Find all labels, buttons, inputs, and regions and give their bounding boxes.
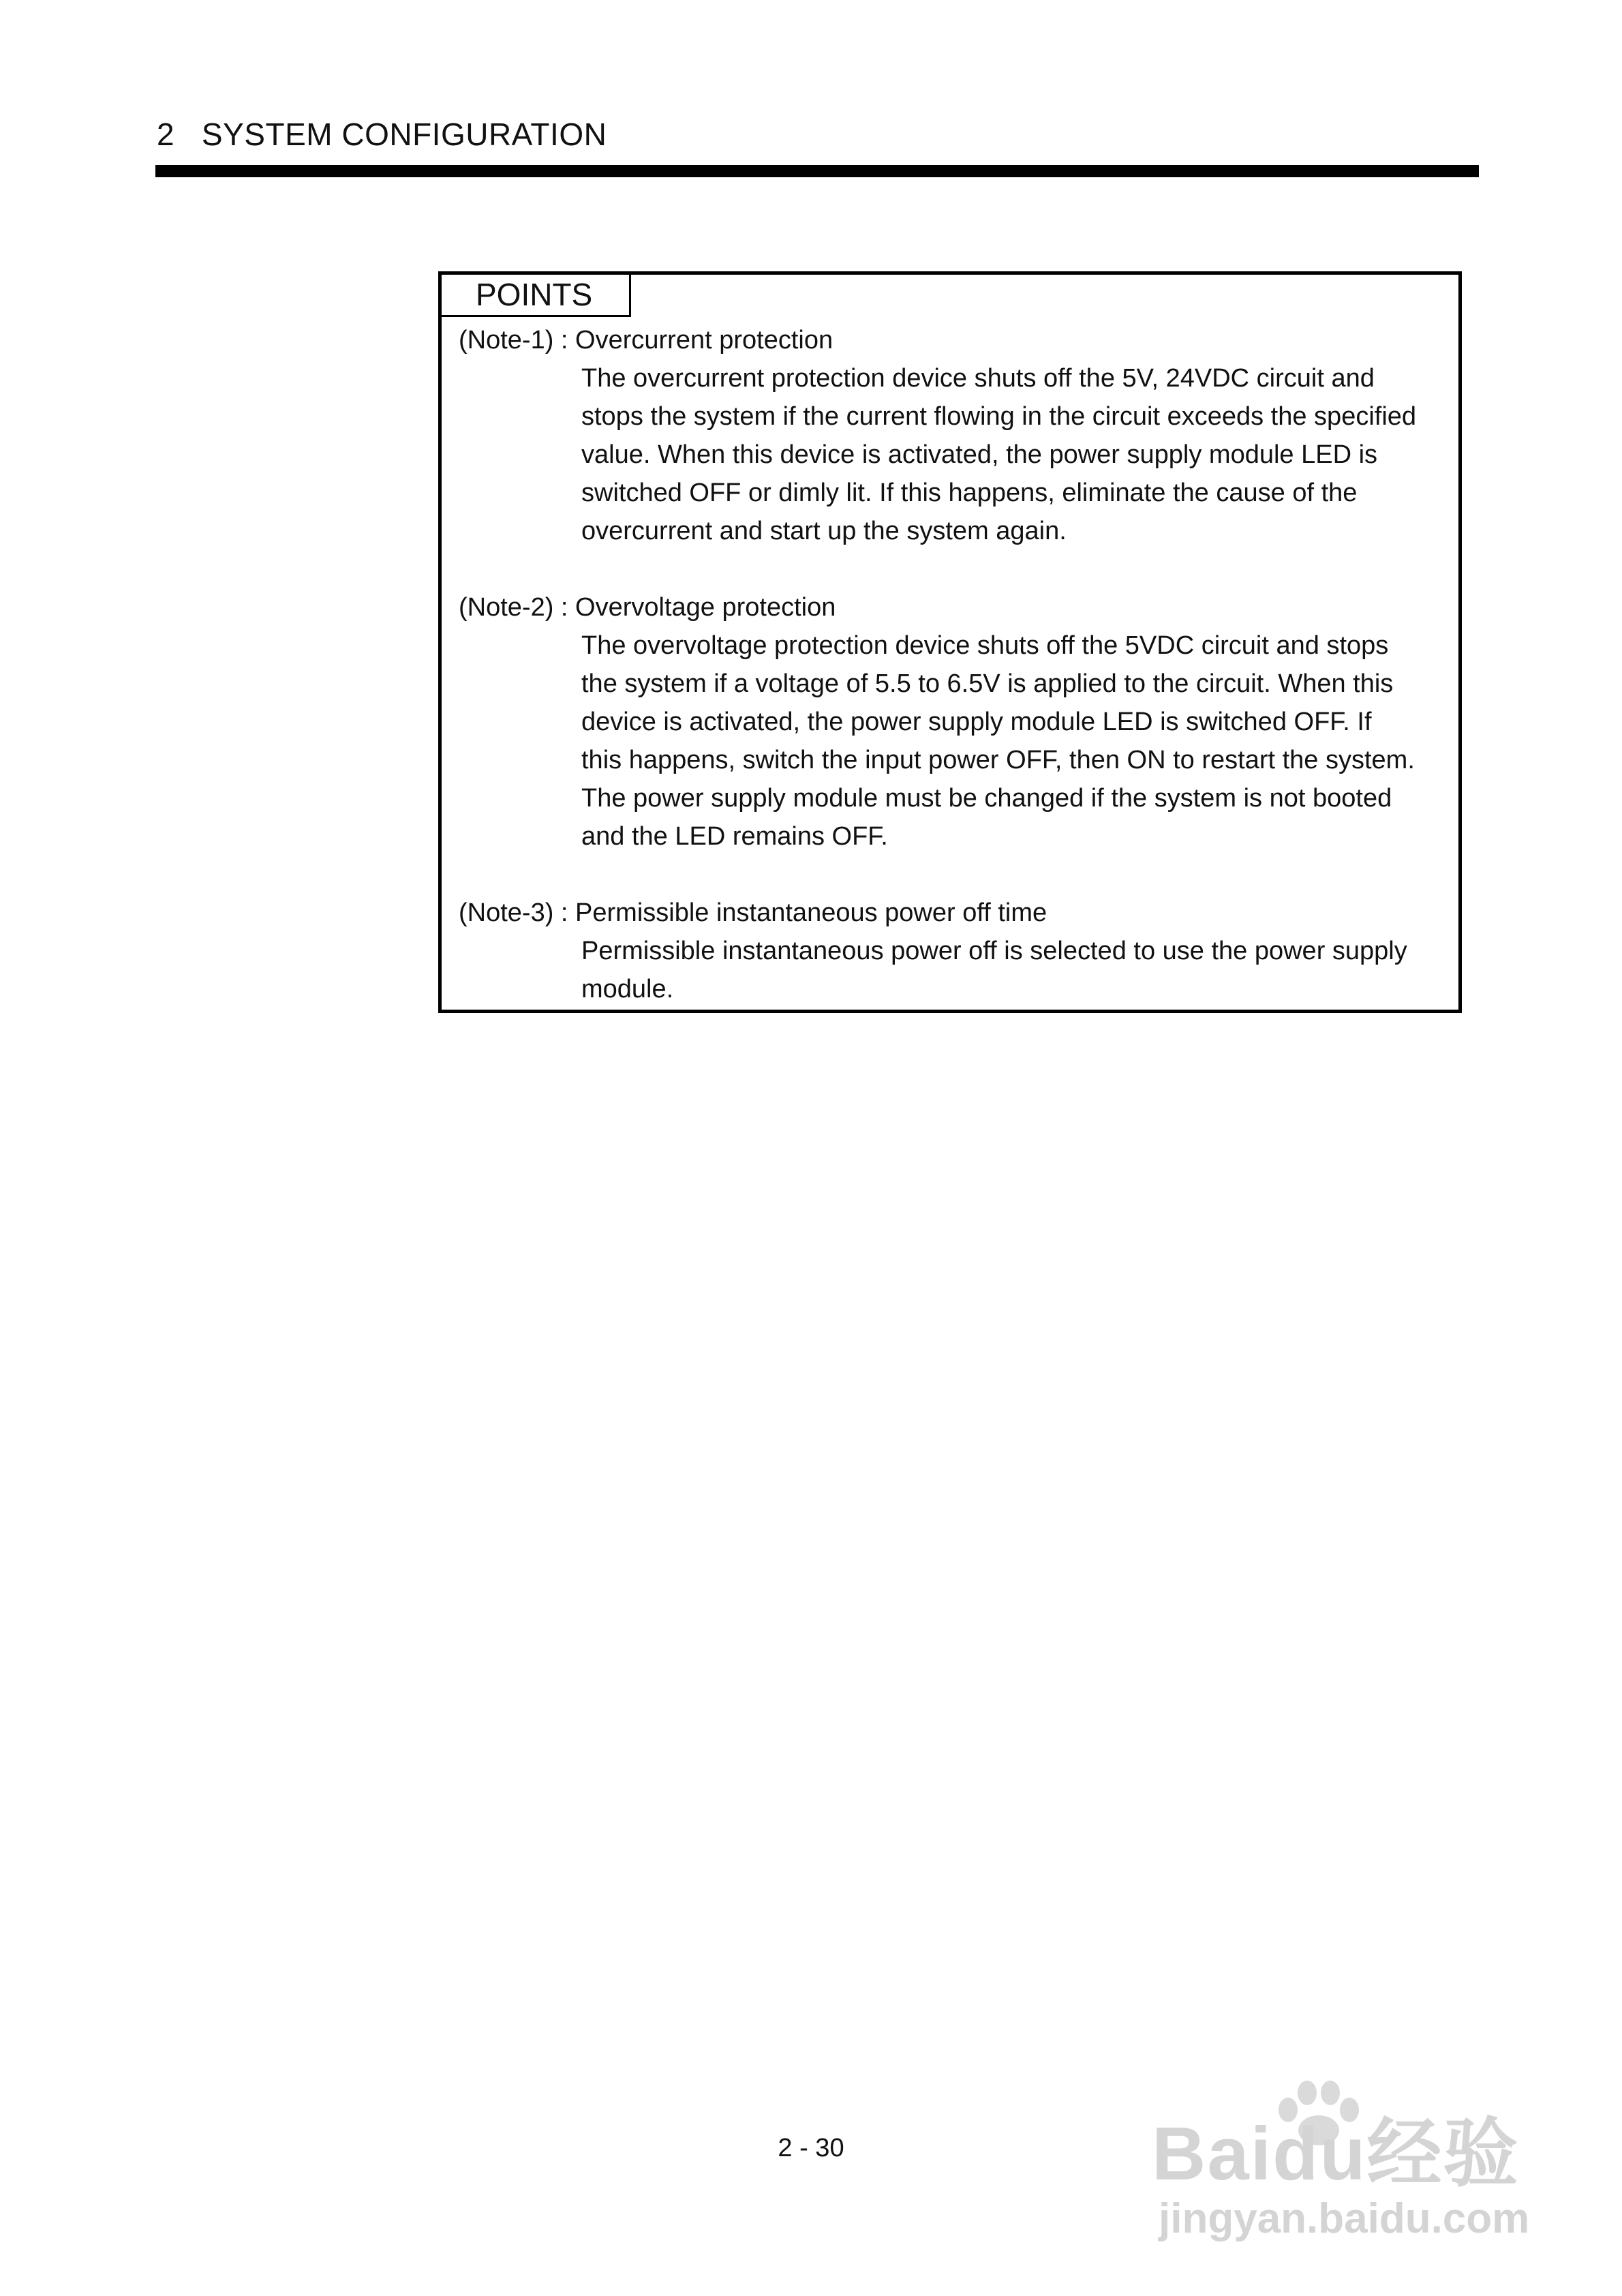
note-line: The overvoltage protection device shuts off the 5VDC circuit and stops — [581, 631, 1389, 660]
note-line: and the LED remains OFF. — [581, 822, 888, 851]
note-line: switched OFF or dimly lit. If this happens, eliminate the cause of the — [581, 479, 1358, 507]
note-line: device is activated, the power supply module LED is switched OFF. If — [581, 708, 1372, 736]
baidu-watermark — [1152, 2072, 1533, 2256]
note-3 — [459, 894, 1445, 1008]
points-tab: POINTS — [442, 275, 631, 317]
page-number: 2 - 30 — [778, 2134, 844, 2162]
note-heading: (Note-2) : Overvoltage protection — [459, 593, 836, 622]
note-line: this happens, switch the input power OFF, then ON to restart the system. — [581, 746, 1415, 774]
note-line: overcurrent and start up the system again. — [581, 517, 1067, 545]
note-line: The overcurrent protection device shuts off the 5V, 24VDC circuit and — [581, 364, 1375, 393]
note-heading: (Note-1) : Overcurrent protection — [459, 326, 833, 354]
header-title: 2 SYSTEM CONFIGURATION — [157, 117, 607, 152]
watermark-brand: Baidu经验 — [1152, 2112, 1520, 2196]
note-1 — [459, 321, 1445, 550]
note-line: stops the system if the current flowing in the circuit exceeds the specified — [581, 402, 1417, 431]
note-line: The power supply module must be changed if the system is not booted — [581, 784, 1392, 813]
watermark-url: jingyan.baidu.com — [1159, 2195, 1530, 2242]
note-line: Permissible instantaneous power off is selected to use the power supply — [581, 937, 1407, 965]
header-rule — [155, 165, 1479, 177]
note-line: the system if a voltage of 5.5 to 6.5V is applied to the circuit. When this — [581, 669, 1394, 698]
note-line: value. When this device is activated, the power supply module LED is — [581, 440, 1378, 469]
notes-container — [459, 321, 1445, 1046]
note-2 — [459, 588, 1445, 856]
note-heading: (Note-3) : Permissible instantaneous power off time — [459, 898, 1047, 927]
note-line: module. — [581, 975, 674, 1003]
points-box — [438, 271, 1462, 1013]
